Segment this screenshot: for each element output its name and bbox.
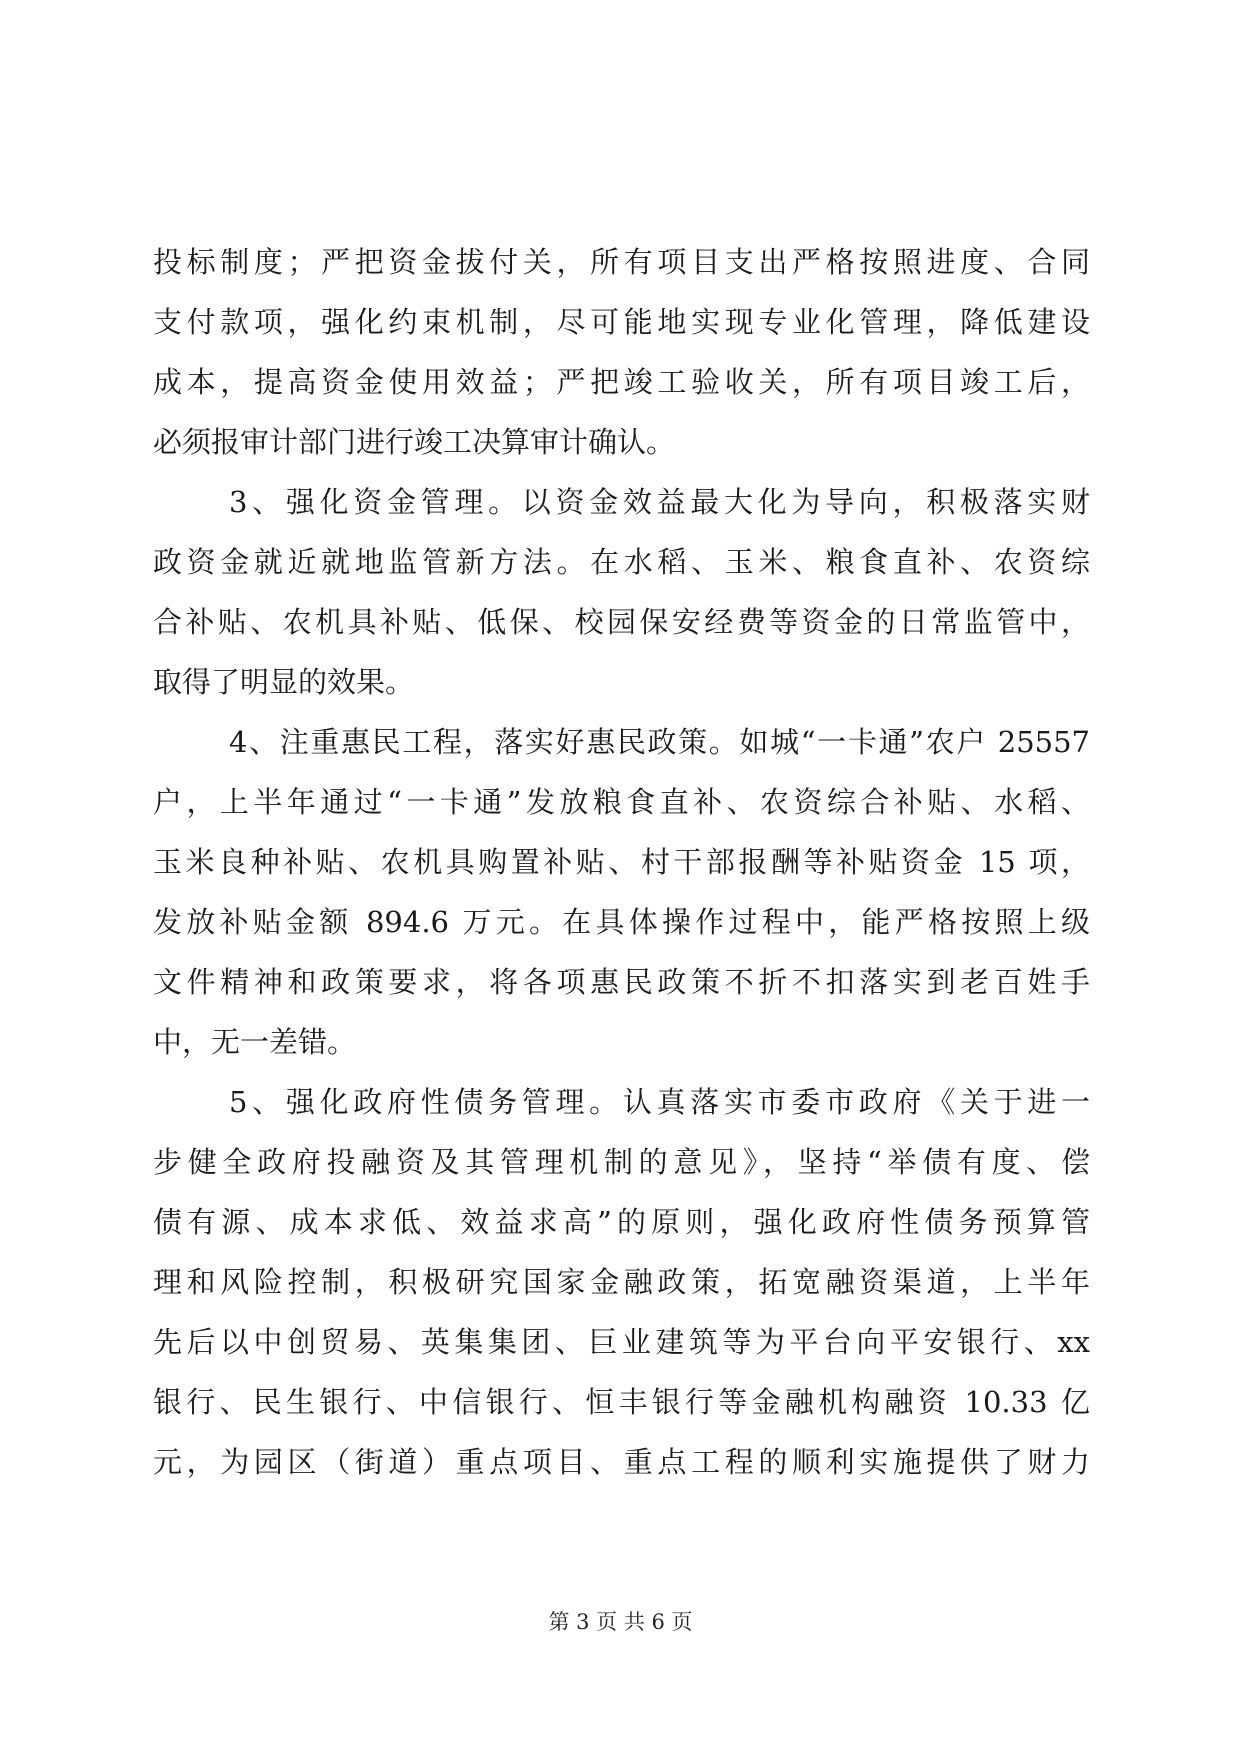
- text-line-content: 理和风险控制，积极研究国家金融政策，拓宽融资渠道，上半年: [153, 1265, 1090, 1299]
- text-line: [153, 352, 1090, 412]
- text-line-content: 文件精神和政策要求，将各项惠民政策不折不扣落实到老百姓手: [153, 965, 1090, 999]
- text-line: [153, 1312, 1090, 1372]
- text-line-content: 发放补贴金额 894.6 万元。在具体操作过程中，能严格按照上级: [153, 905, 1090, 939]
- text-line-content: 户，上半年通过“一卡通”发放粮食直补、农资综合补贴、水稻、: [153, 785, 1090, 819]
- text-line: [153, 472, 1090, 532]
- document-body: [153, 232, 1090, 1492]
- text-line-content: 5、强化政府性债务管理。认真落实市委市政府《关于进一: [229, 1085, 1090, 1119]
- text-line: [153, 832, 1090, 892]
- text-line-content: 中，无一差错。: [153, 1025, 357, 1059]
- text-line: [153, 292, 1090, 352]
- text-line: [153, 1072, 1090, 1132]
- text-line-content: 成本，提高资金使用效益；严把竣工验收关，所有项目竣工后，: [153, 365, 1090, 399]
- text-line: [153, 412, 1090, 472]
- text-line: [153, 652, 1090, 712]
- text-line-content: 3、强化资金管理。以资金效益最大化为导向，积极落实财: [229, 485, 1090, 519]
- text-line-content: 必须报审计部门进行竣工决算审计确认。: [153, 425, 676, 459]
- text-line: [153, 892, 1090, 952]
- text-line: [153, 712, 1090, 772]
- page-footer: 第 3 页 共 6 页: [548, 1610, 693, 1634]
- text-line: [153, 532, 1090, 592]
- text-line: [153, 772, 1090, 832]
- text-line-content: 政资金就近就地监管新方法。在水稻、玉米、粮食直补、农资综: [153, 545, 1090, 579]
- text-line: [153, 1132, 1090, 1192]
- text-line-content: 玉米良种补贴、农机具购置补贴、村干部报酬等补贴资金 15 项，: [153, 845, 1090, 879]
- text-line: [153, 1252, 1090, 1312]
- text-line-content: 支付款项，强化约束机制，尽可能地实现专业化管理，降低建设: [153, 305, 1090, 339]
- text-line-content: 步健全政府投融资及其管理机制的意见》，坚持“举债有度、偿: [153, 1145, 1090, 1179]
- text-line: [153, 232, 1090, 292]
- text-line-content: 合补贴、农机具补贴、低保、校园保安经费等资金的日常监管中，: [153, 605, 1090, 639]
- text-line-content: 银行、民生银行、中信银行、恒丰银行等金融机构融资 10.33 亿: [153, 1385, 1090, 1419]
- text-line-content: 先后以中创贸易、英集集团、巨业建筑等为平台向平安银行、xx: [153, 1325, 1090, 1359]
- text-line: [153, 952, 1090, 1012]
- text-line: [153, 1432, 1090, 1492]
- text-line: [153, 1372, 1090, 1432]
- text-line-content: 取得了明显的效果。: [153, 665, 415, 699]
- text-line: [153, 1012, 1090, 1072]
- text-line-content: 元，为园区（街道）重点项目、重点工程的顺利实施提供了财力: [153, 1445, 1090, 1479]
- text-line: [153, 592, 1090, 652]
- text-line-content: 投标制度；严把资金拔付关，所有项目支出严格按照进度、合同: [153, 245, 1090, 279]
- text-line: [153, 1192, 1090, 1252]
- text-line-content: 4、注重惠民工程，落实好惠民政策。如城“一卡通”农户 25557: [229, 725, 1090, 759]
- text-line-content: 债有源、成本求低、效益求高”的原则，强化政府性债务预算管: [153, 1205, 1090, 1239]
